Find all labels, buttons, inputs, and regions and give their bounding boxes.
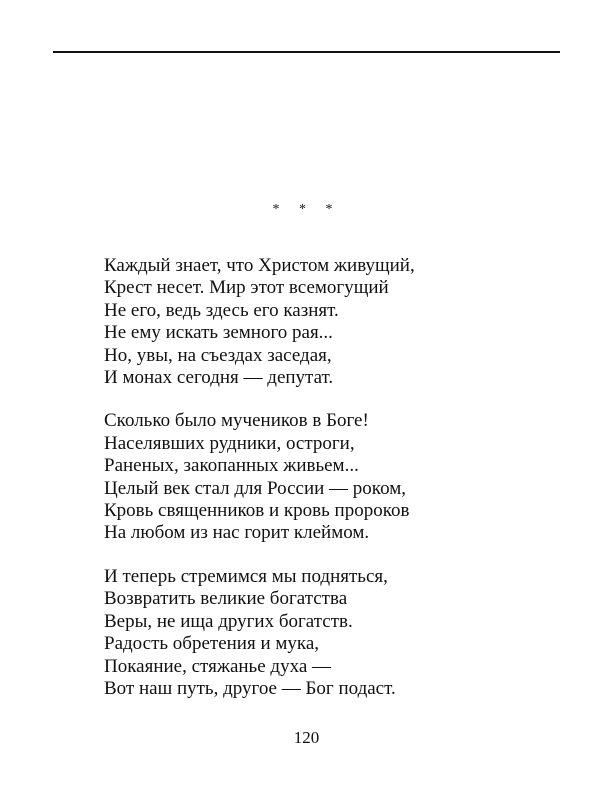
stanza-3 bbox=[104, 566, 524, 700]
poem-line: Населявших рудники, остроги, bbox=[104, 432, 355, 454]
poem-line: На любом из нас горит клеймом. bbox=[104, 522, 370, 544]
poem-line: И монах сегодня — депутат. bbox=[104, 367, 334, 389]
poem-line: Покаяние, стяжанье духа — bbox=[104, 655, 332, 677]
poem-line: Раненых, закопанных живьем... bbox=[104, 455, 359, 477]
poem-line: Кровь священников и кровь пророков bbox=[104, 500, 410, 522]
poem-line: Вот наш путь, другое — Бог подаст. bbox=[104, 677, 396, 699]
poem-line: Возвратить великие богатства bbox=[104, 588, 348, 610]
stanza-1 bbox=[104, 255, 524, 389]
poem-line: Не его, ведь здесь его казнят. bbox=[104, 299, 339, 321]
poem-line: Не ему искать земного рая... bbox=[104, 322, 333, 344]
stanza-2 bbox=[104, 410, 524, 544]
poem-line: И теперь стремимся мы подняться, bbox=[104, 565, 388, 587]
poem-line: Каждый знает, что Христом живущий, bbox=[104, 255, 415, 276]
poem-line: Сколько было мучеников в Боге! bbox=[104, 410, 369, 432]
poem-line: Крест несет. Мир этот всемогущий bbox=[104, 277, 389, 299]
poem-line: Но, увы, на съездах заседая, bbox=[104, 344, 332, 366]
section-separator: * * * bbox=[272, 202, 341, 217]
poem bbox=[104, 255, 524, 721]
top-rule bbox=[53, 51, 560, 53]
poem-line: Радость обретения и мука, bbox=[104, 633, 320, 655]
poem-line: Веры, не ища других богатств. bbox=[104, 610, 353, 632]
page-number: 120 bbox=[293, 728, 320, 747]
poem-line: Целый век стал для России — роком, bbox=[104, 477, 406, 499]
